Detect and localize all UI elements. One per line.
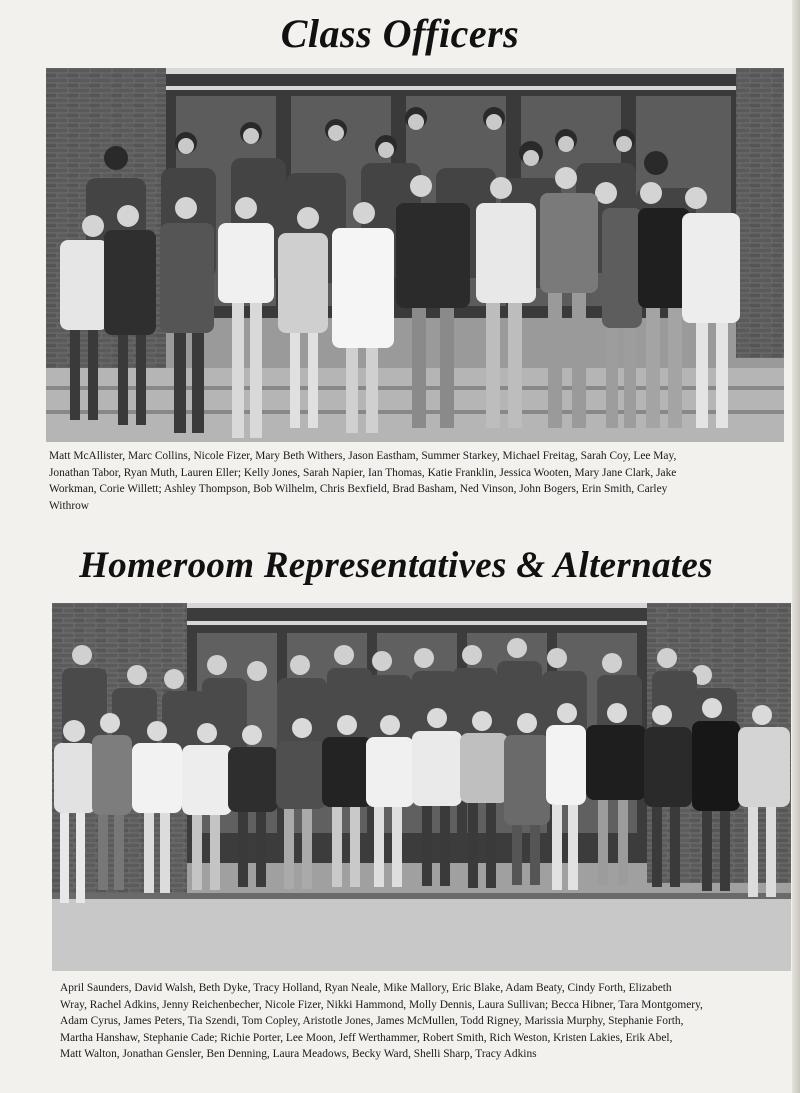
caption-line: Wray, Rachel Adkins, Jenny Reichenbecher, Nicole Fizer, Nikki Hammond, Molly Dennis, Laura Sullivan; Becca Hibner, Tara Montgomery, [60, 998, 703, 1011]
homeroom-representatives-group-photo [52, 603, 791, 971]
caption-line: Withrow [49, 499, 90, 512]
caption-line: Matt McAllister, Marc Collins, Nicole Fizer, Mary Beth Withers, Jason Eastham, Summer Starkey, Michael Freitag, Sarah Coy, Lee May, [49, 450, 677, 462]
homeroom-representatives-heading: Homeroom Representatives & Alternates [79, 545, 713, 586]
caption-line: Workman, Corie Willett; Ashley Thompson, Bob Wilhelm, Chris Bexfield, Brad Basham, Ned Vinson, John Bogers, Erin Smith, Carley [49, 483, 668, 495]
class-officers-group-photo [46, 68, 784, 442]
class-officers-heading: Class Officers [280, 11, 520, 56]
homeroom-representatives-caption [60, 980, 788, 1063]
caption-line: Matt Walton, Jonathan Gensler, Ben Denning, Laura Meadows, Becky Ward, Shelli Sharp, Tracy Adkins [60, 1048, 537, 1060]
class-officers-caption [49, 448, 783, 514]
caption-line: Jonathan Tabor, Ryan Muth, Lauren Eller; Kelly Jones, Sarah Napier, Ian Thomas, Katie Franklin, Jessica Wooten, Mary Jane Clark, Jake [49, 466, 677, 479]
caption-line: April Saunders, David Walsh, Beth Dyke, Tracy Holland, Ryan Neale, Mike Mallory, Eric Blake, Adam Beaty, Cindy Forth, Elizabeth [60, 982, 672, 994]
caption-line: Martha Hanshaw, Stephanie Cade; Richie Porter, Lee Moon, Jeff Werthammer, Robert Smith, Rich Weston, Kristen Lakies, Erik Abel, [60, 1031, 673, 1044]
caption-line: Adam Cyrus, James Peters, Tia Szendi, Tom Copley, Aristotle Jones, James McMullen, Todd Rigney, Marissia Murphy, Stephanie Forth, [60, 1015, 684, 1027]
